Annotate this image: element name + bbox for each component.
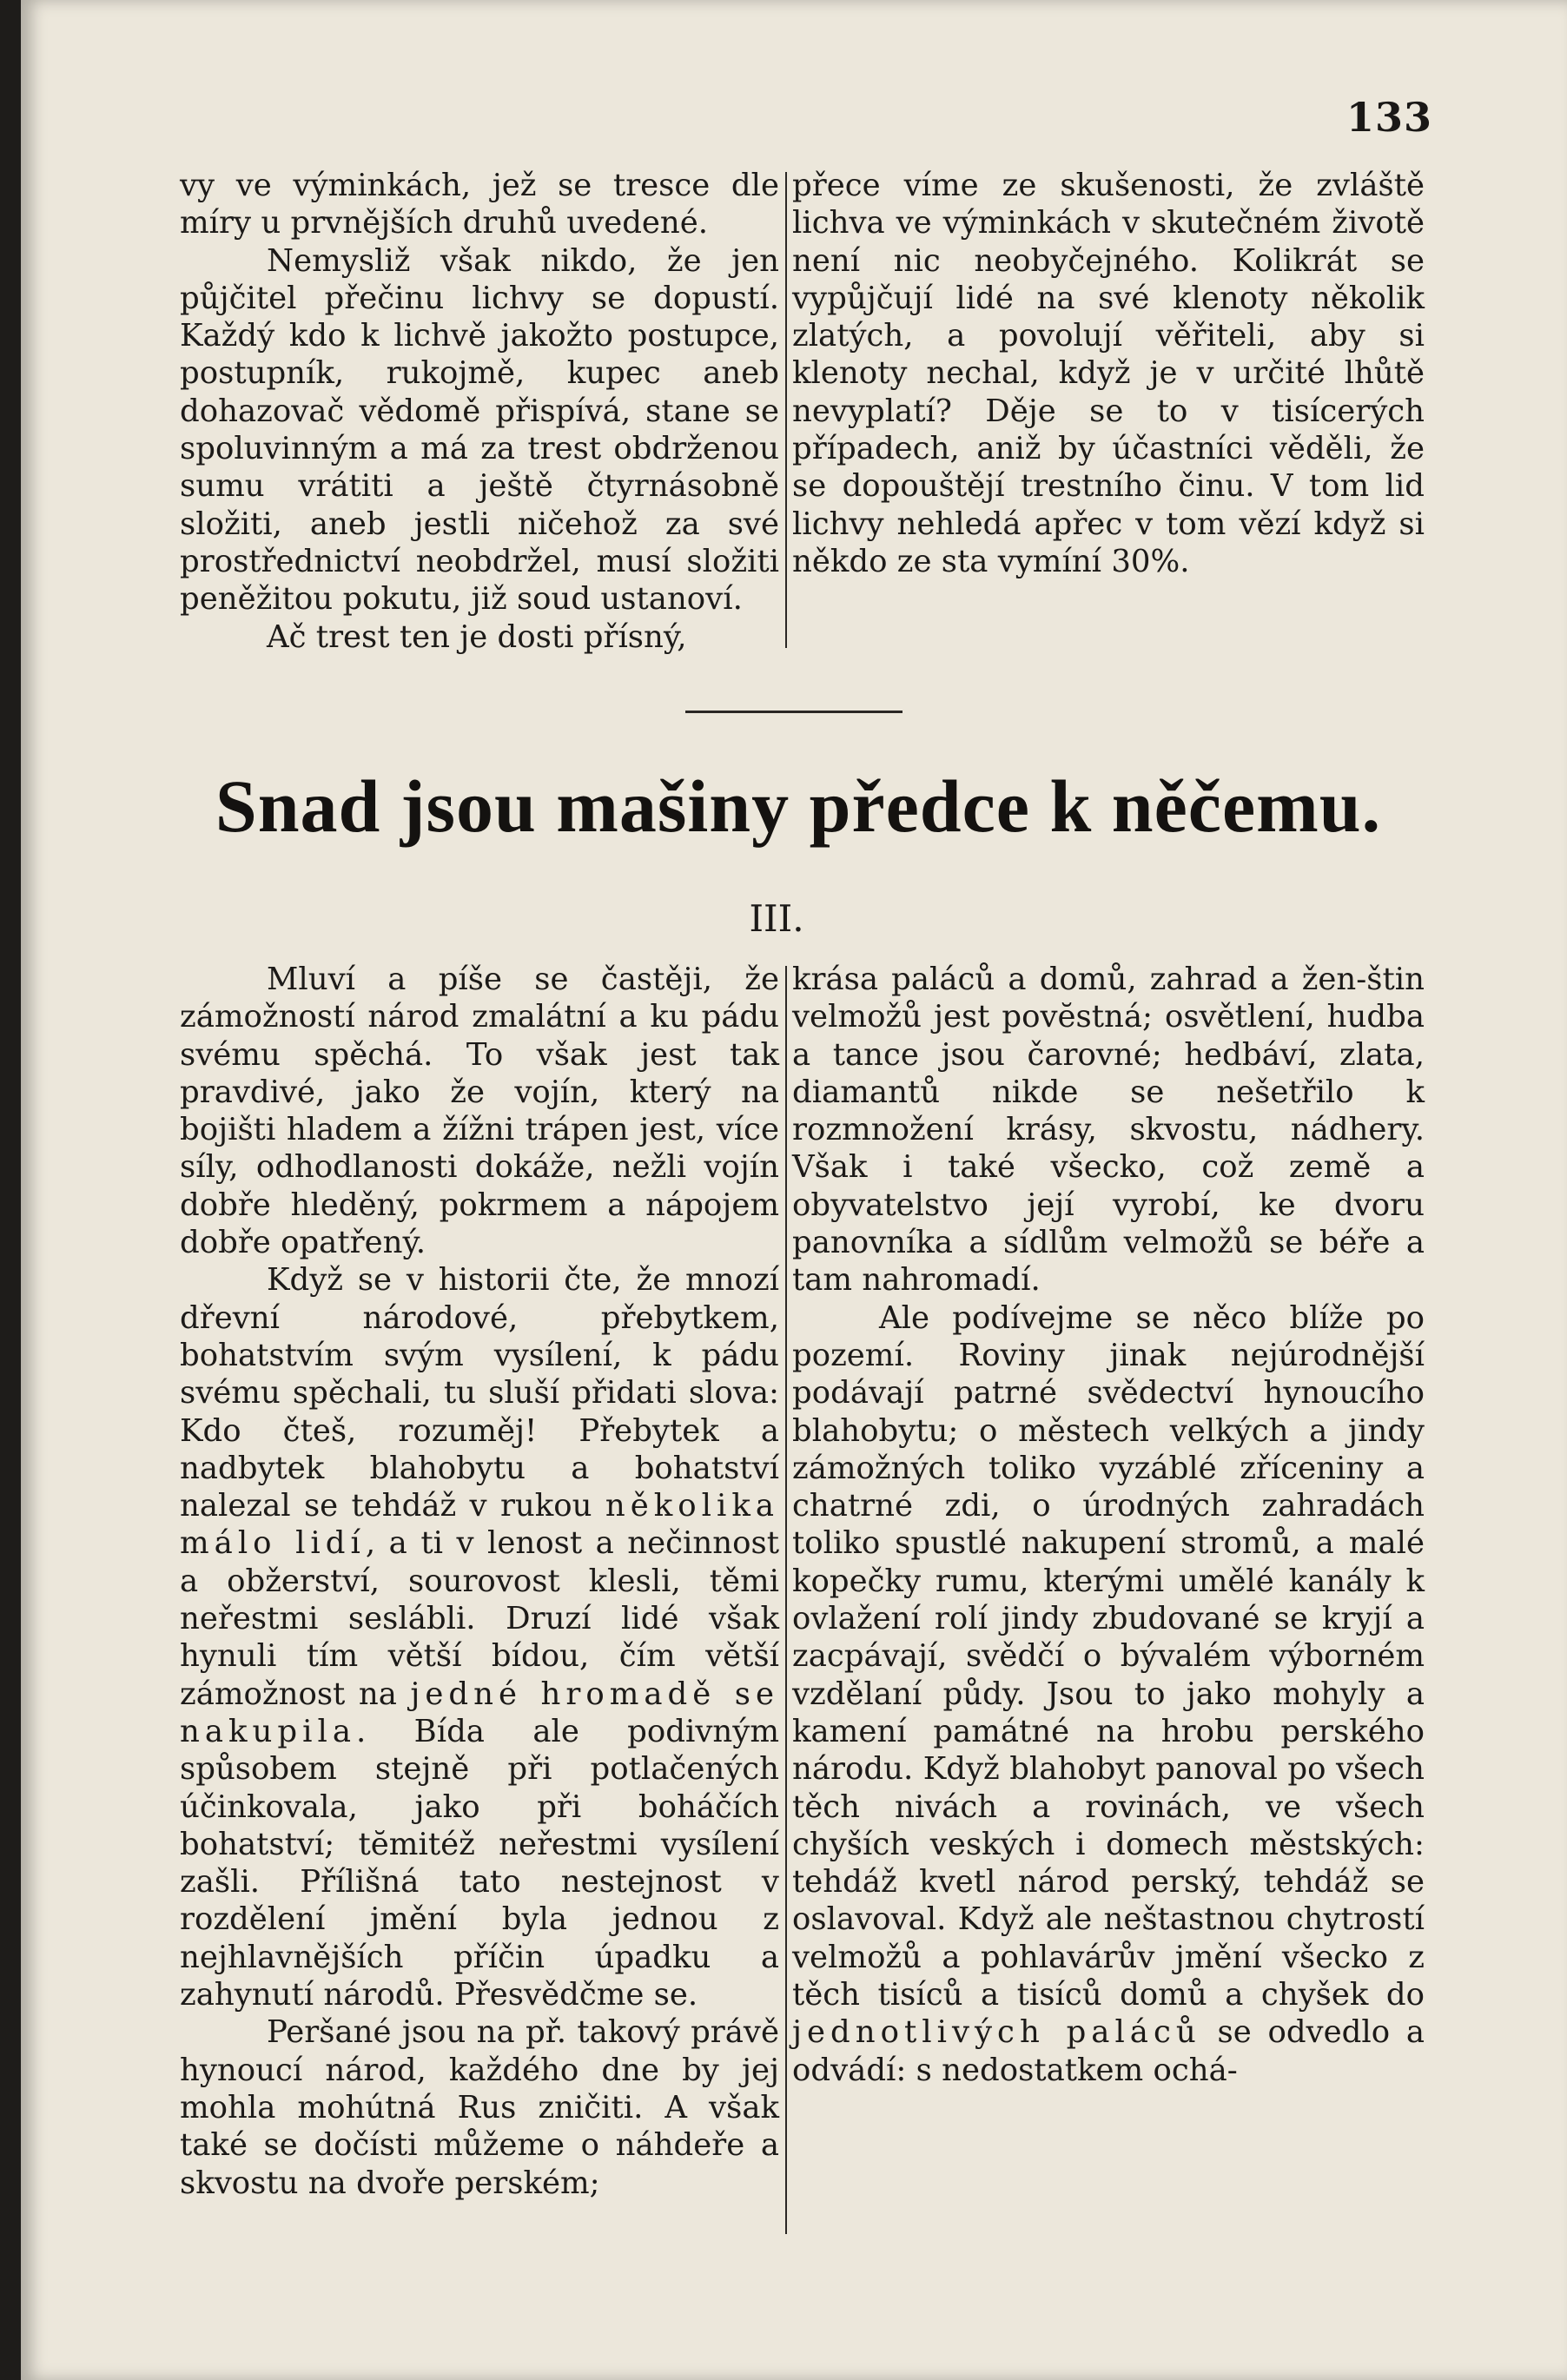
paragraph: vy ve výminkách, jež se tresce dle míry u prvnějších druhů uvedené. <box>180 168 779 241</box>
paragraph: Peršané jsou na př. takový právě hynoucí národ, každého dne by jej mohla mohútná Rus zničiti. A však také se dočísti můžeme o náhdeře a skvostu na dvoře perském; <box>180 2014 779 2201</box>
text-run: . Bída ale podivným spůsobem stejně při potlačených účinkovala, jako při boháčích bohatství; tĕmitéž neřestmi vysílení zašli. Přílišná tato nestejnost v rozdělení jmění byla jednou z nejhlavnějších příčin úpadku a zahynutí národů. Přesvědčme se. <box>180 1713 779 2013</box>
text-run: Když se v historii čte, že mnozí dřevní národové, přebytkem, bohatstvím svým vysílení, k pádu svému spěchali, tu sluší přidati slova: Kdo čteš, rozuměj! Přebytek a nadbytek blahobytu a bohatství nalezal se tehdáž v rukou <box>180 1262 779 1524</box>
paragraph: Mluví a píše se častěji, že zámožností národ zmalátní a ku pádu svému spěchá. To však jest tak pravdivé, jako že vojín, který na bojišti hladem a žížni trápen jest, více síly, odhodlanosti dokáže, nežli vojín dobře hleděný, pokrmem a nápojem dobře opatřený. <box>180 962 779 1261</box>
paragraph <box>792 1299 1425 2089</box>
paragraph <box>180 1261 779 2013</box>
bottom-left-column <box>180 961 779 2202</box>
text-run: , a ti v lenost a nečinnost a obžerství, sourovost klesli, těmi neřestmi seslábli. Druzí lidé však hynuli tím větší bídou, čím větší zámožnost na <box>180 1525 779 1712</box>
paragraph: Nemysliž však nikdo, že jen půjčitel přečinu lichvy se dopustí. Každý kdo k lichvě jakožto postupce, postupník, rukojmě, kupec aneb dohazovač vědomě přispívá, stane se spoluvinným a má za trest obdrženou sumu vrátiti a ještě čtyrnásobně složiti, aneb jestli ničehož za své prostřednictví neobdržel, musí složiti peněžitou pokutu, již soud ustanoví. <box>180 242 779 618</box>
paragraph: Ač trest ten je dosti přísný, <box>267 618 687 655</box>
page-number: 133 <box>1346 94 1432 141</box>
section-number: III. <box>749 897 804 940</box>
spaced-emphasis: jedné hromadě se nakupila <box>180 1676 779 1749</box>
column-divider <box>785 172 787 648</box>
top-right-column <box>792 167 1425 580</box>
book-page <box>21 0 1567 2380</box>
column-divider <box>785 966 787 2234</box>
text-run: se odvedlo a odvádí: s nedostatkem ochá- <box>792 2014 1425 2088</box>
top-left-column <box>180 167 779 656</box>
paragraph: krása paláců a domů, zahrad a žen-štin velmožů jest povĕstná; osvětlení, hudba a tance jsou čarovné; hedbáví, zlata, diamantů nikde se nešetřilo k rozmnožení krásy, skvostu, nádhery. Však i také všecko, což země a obyvatelstvo její vyrobí, ke dvoru panovníka a sídlům velmožů se béře a tam nahromadí. <box>792 962 1425 1299</box>
spaced-emphasis: jednotlivých paláců <box>792 2014 1201 2051</box>
text-run: Ale podívejme se něco blíže po pozemí. Roviny jinak nejúrodnější podávají patrné svědectví hynoucího blahobytu; o městech velkých a jindy zámožných toliko vyzáblé zříceniny a chatrné zdi, o úrodných zahradách toliko spustlé nakupení stromů, a malé kopečky rumu, kterými umělé kanály k ovlažení rolí jindy zbudované se kryjí a zacpávají, svědčí o bývalém výborném vzdělaní půdy. Jsou to jako mohyly a kamení památné na hrobu perského národu. Když blahobyt panoval po všech těch nivách a rovinách, ve všech chyších veských i domech městských: tehdáž kvetl národ perský, tehdáž se oslavoval. Když ale neštastnou chytrostí velmožů a pohlavárův jmění všecko z těch tisíců a tisíců domů a chyšek do <box>792 1299 1425 2013</box>
article-title: Snad jsou mašiny předce k něčemu. <box>215 764 1382 848</box>
bottom-right-column <box>792 961 1425 2089</box>
paragraph: přece víme ze skušenosti, že zvláště lichva ve výminkách v skutečném životě není nic neobyčejného. Kolikrát se vypůjčují lidé na své klenoty několik zlatých, a povolují věřiteli, aby si klenoty nechal, když je v určité lhůtě nevyplatí? Děje se to v tisícerých případech, aniž by účastníci věděli, že se dopouštějí trestního činu. V tom lid lichvy nehledá apřec v tom vězí když si někdo ze sta vymíní 30%. <box>792 168 1425 579</box>
spaced-emphasis: několika málo lidí <box>180 1488 779 1562</box>
section-divider <box>685 711 903 713</box>
